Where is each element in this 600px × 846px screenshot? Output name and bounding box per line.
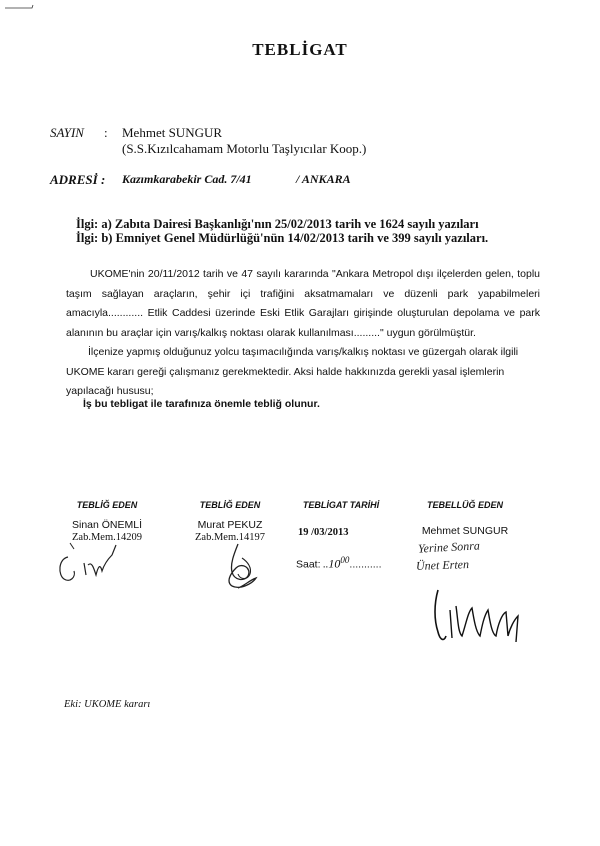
page-title: TEBLİGAT — [252, 40, 348, 59]
reference-a: İlgi: a) Zabıta Dairesi Başkanlığı'nın 25/02/2013 tarih ve 1624 sayılı yazıları — [76, 217, 479, 231]
signature-scribble-2 — [218, 540, 268, 592]
address-city: / ANKARA — [296, 172, 351, 186]
notification-time: Saat: ..10$^{00}$........... — [296, 555, 382, 571]
recipient-name: Mehmet SUNGUR — [122, 125, 223, 140]
handwritten-note-2: Ünet Erten — [415, 557, 470, 573]
signature-member-2: Zab.Mem.14197 — [195, 532, 265, 543]
signature-scribble-1 — [56, 535, 136, 590]
time-value: 10 — [328, 556, 341, 571]
enclosure-note: Eki: UKOME kararı — [64, 699, 151, 710]
signature-name-2: Murat PEKUZ — [197, 519, 263, 531]
body-paragraph-2 — [66, 343, 540, 402]
body-paragraph-1 — [66, 265, 540, 343]
signature-name-4: Mehmet SUNGUR — [421, 525, 509, 537]
signature-name-1: Sinan ÖNEMLİ — [71, 519, 143, 531]
handwritten-note-1: Yerine Sonra — [417, 538, 481, 556]
address-label: ADRESİ : — [50, 172, 106, 187]
reference-b: İlgi: b) Emniyet Genel Müdürlüğü'nün 14/02/2013 tarih ve 399 sayılı yazıları. — [76, 231, 489, 245]
time-label: Saat: — [296, 558, 321, 571]
recipient-organization: (S.S.Kızılcahamam Motorlu Taşlyıcılar Koop.) — [122, 141, 367, 156]
recipient-colon: : — [104, 125, 108, 140]
corner-mark — [4, 4, 34, 10]
signature-scribble-4 — [428, 580, 528, 650]
signature-member-1: Zab.Mem.14209 — [72, 532, 142, 543]
notification-date: 19 /03/2013 — [298, 527, 349, 538]
body-paragraph-1-text: UKOME'nin 20/11/2012 tarih ve 47 sayılı kararında "Ankara Metropol dışı ilçelerden gelen, toplu taşım sağlayan araçların, şehir içi trafiğini aksatmamaları ve düzenli park yapabilmeleri amacıyla............ Etlik Caddesi üzerinde Eski Etlik Garajları girişinde oluşturulan depolama ve park alanının bu araçlar için varış/kalkış noktası olarak kullanılması........." uygun görülmüştür. — [66, 268, 540, 339]
signature-heading-1: TEBLİĞ EDEN — [76, 500, 138, 510]
notification-date-heading: TEBLİGAT TARİHİ — [302, 500, 380, 510]
address-street: Kazımkarabekir Cad. 7/41 — [122, 172, 252, 186]
body-paragraph-2-text: İlçenize yapmış olduğunuz yolcu taşımacılığında varış/kalkış noktası ve güzergah olarak ilgili UKOME kararı gereği çalışmanız gerekmektedir. Aksi halde hakkınızda gerekli yasal işlemlerin yapılacağı hususu; — [66, 346, 519, 397]
time-sup: 00 — [340, 555, 350, 565]
signature-heading-4: TEBELLÜĞ EDEN — [426, 500, 503, 510]
body-paragraph-3: İş bu tebligat ile tarafınıza önemle tebliğ olunur. — [83, 398, 320, 410]
time-dots: ........... — [349, 558, 382, 571]
recipient-label: SAYIN — [50, 125, 84, 140]
signature-heading-2: TEBLİĞ EDEN — [199, 500, 261, 510]
